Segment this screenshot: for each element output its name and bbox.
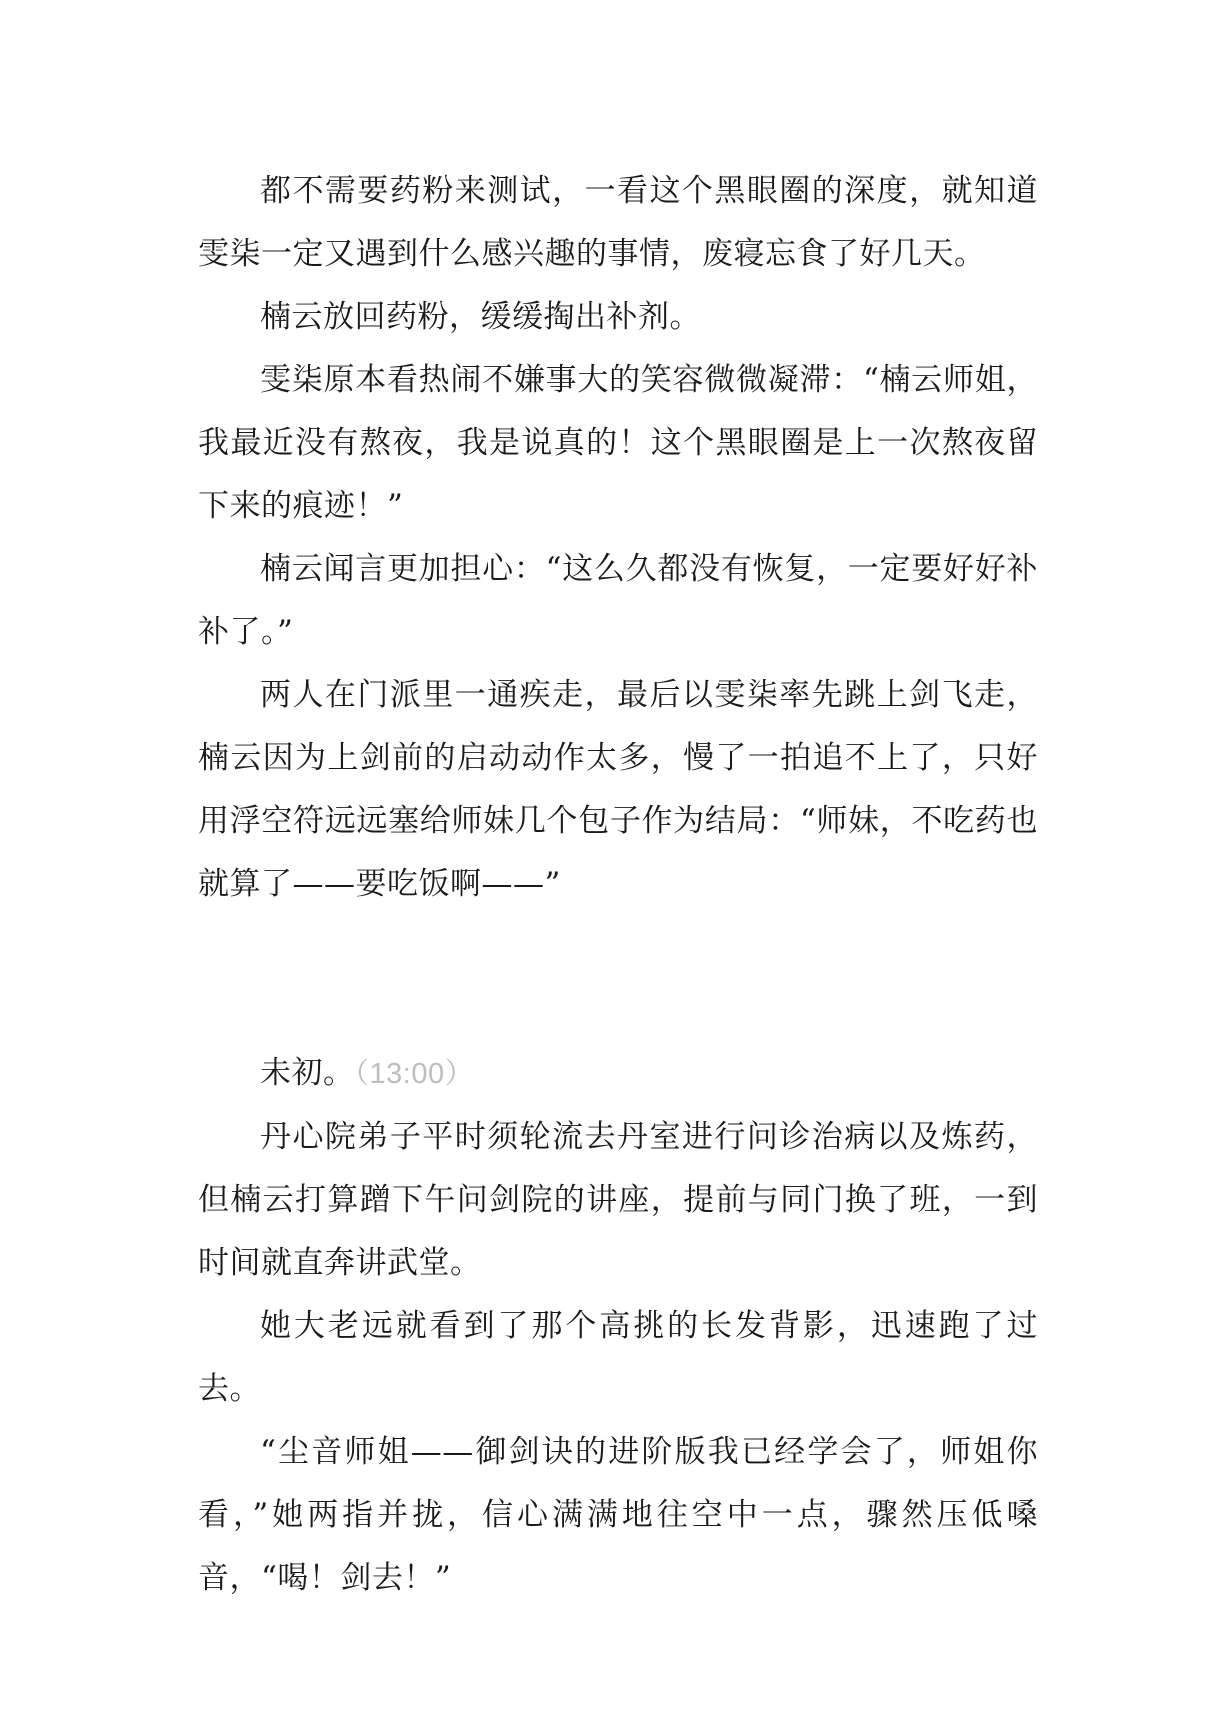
section-heading-text: 未初。 xyxy=(260,1055,355,1091)
section-one xyxy=(198,160,1038,916)
paragraph: 雯柒原本看热闹不嫌事大的笑容微微凝滞：“楠云师姐，我最近没有熬夜，我是说真的！这个黑眼圈是上一次熬夜留下来的痕迹！” xyxy=(198,362,1038,524)
paragraph: “尘音师姐——御剑诀的进阶版我已经学会了，师姐你看，”她两指并拢，信心满满地往空中一点，骤然压低嗓音，“喝！剑去！” xyxy=(198,1434,1038,1596)
section-heading-time: （13:00） xyxy=(354,1058,475,1090)
section-two xyxy=(198,1042,1038,1610)
paragraph: 两人在门派里一通疾走，最后以雯柒率先跳上剑飞走，楠云因为上剑前的启动动作太多，慢了一拍追不上了，只好用浮空符远远塞给师妹几个包子作为结局：“师妹，不吃药也就算了——要吃饭啊——” xyxy=(198,677,1038,902)
paragraph: 楠云放回药粉，缓缓掏出补剂。 xyxy=(260,299,701,335)
paragraph: 她大老远就看到了那个高挑的长发背影，迅速跑了过去。 xyxy=(198,1308,1038,1407)
paragraph: 都不需要药粉来测试，一看这个黑眼圈的深度，就知道雯柒一定又遇到什么感兴趣的事情，废寝忘食了好几天。 xyxy=(198,173,1038,272)
section-heading xyxy=(198,1042,1038,1106)
paragraph: 丹心院弟子平时须轮流去丹室进行问诊治病以及炼药，但楠云打算蹭下午问剑院的讲座，提前与同门换了班，一到时间就直奔讲武堂。 xyxy=(198,1119,1038,1281)
paragraph: 楠云闻言更加担心：“这么久都没有恢复，一定要好好补补了。” xyxy=(198,551,1038,650)
